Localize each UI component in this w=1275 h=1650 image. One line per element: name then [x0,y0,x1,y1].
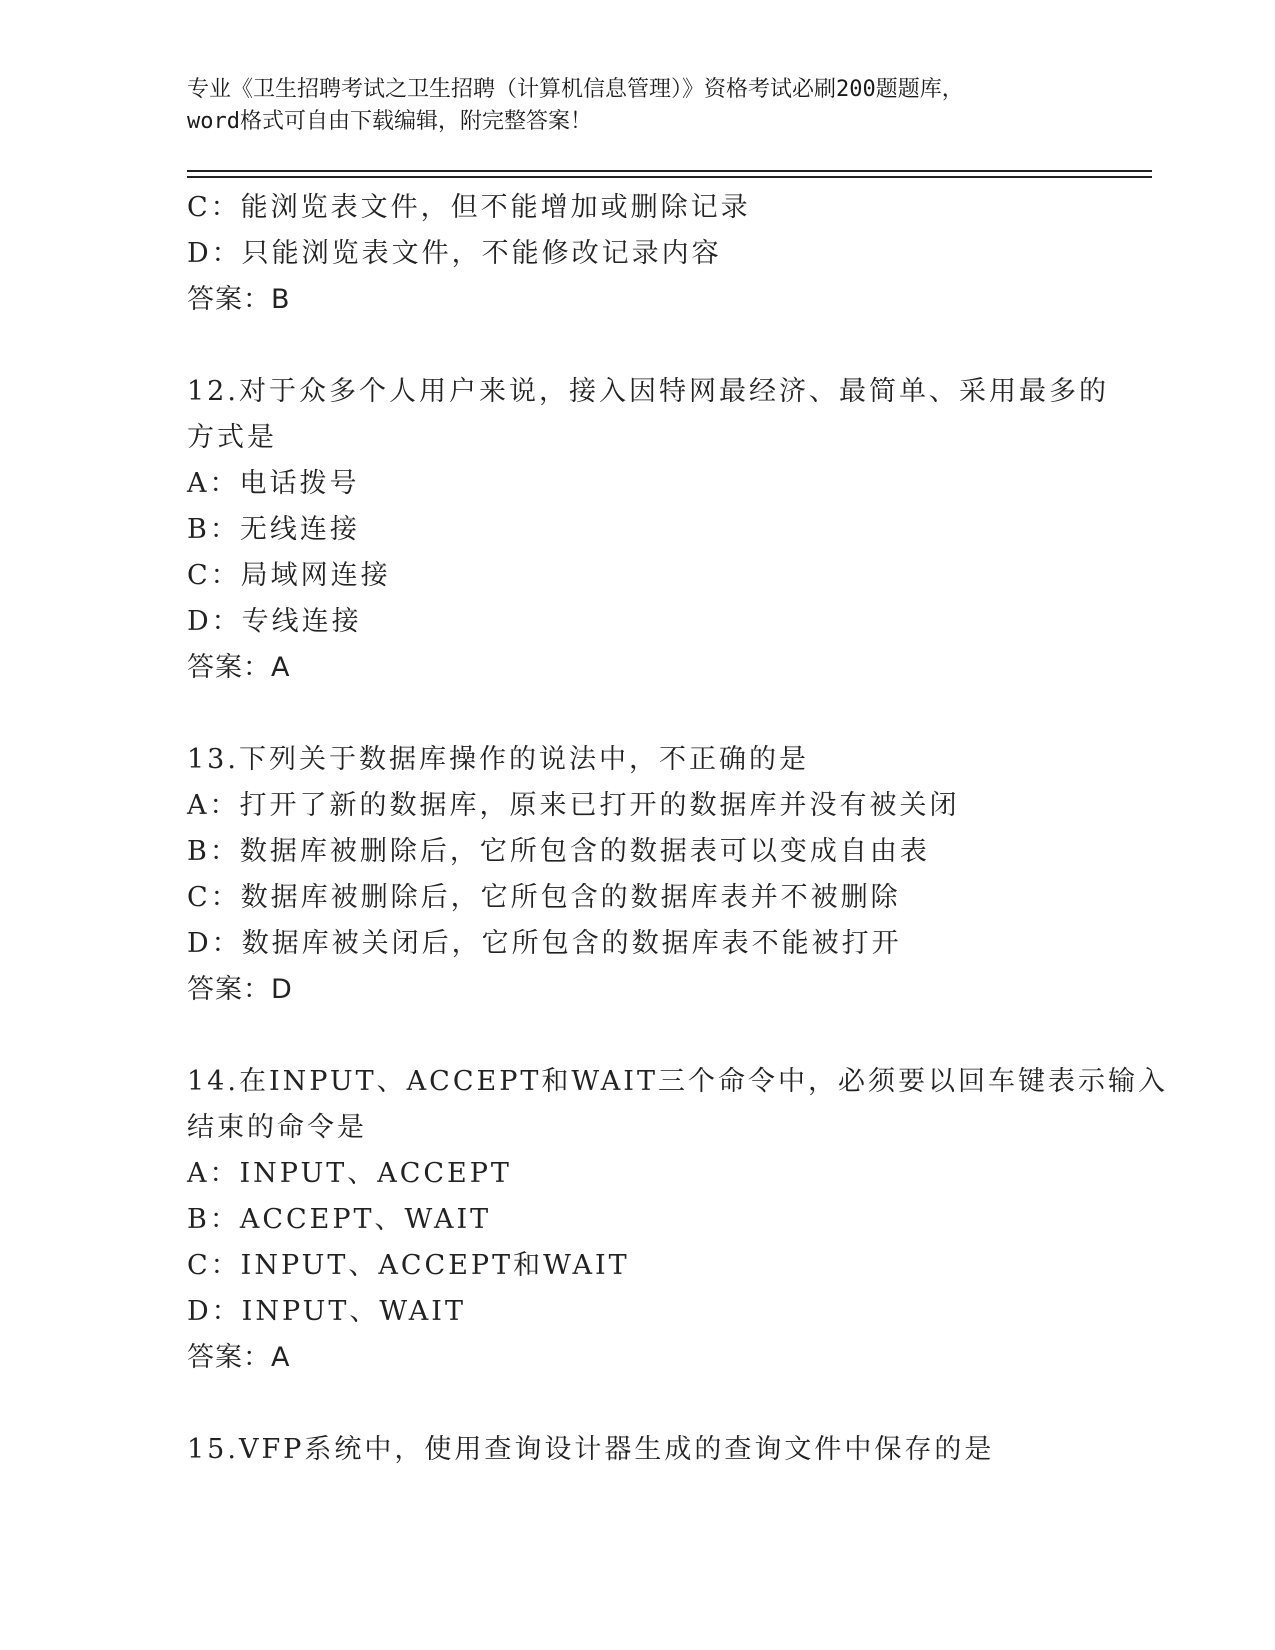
header-title-line-1: 专业《卫生招聘考试之卫生招聘（计算机信息管理）》资格考试必刷200题题库， [187,77,964,102]
option-b: B：无线连接 [187,514,360,545]
header-divider-upper [187,170,1152,172]
option-c: C：数据库被删除后，它所包含的数据库表并不被删除 [187,882,901,913]
question-12 [187,369,1147,691]
option-b: B：ACCEPT、WAIT [187,1204,492,1235]
question-14 [187,1059,1168,1381]
option-a: A：INPUT、ACCEPT [187,1158,512,1189]
answer: 答案：A [187,652,291,683]
question-list [187,185,1168,1473]
question-stem: 15.VFP系统中，使用查询设计器生成的查询文件中保存的是 [187,1434,995,1465]
option-a: A：打开了新的数据库，原来已打开的数据库并没有被关闭 [187,790,960,821]
option-d: D：数据库被关闭后，它所包含的数据库表不能被打开 [187,928,902,959]
spacer [187,1013,1147,1059]
spacer [187,691,1147,737]
answer: 答案：A [187,1342,291,1373]
question-stem: 14.在INPUT、ACCEPT和WAIT三个命令中，必须要以回车键表示输入 [187,1066,1168,1097]
option-c: C：局域网连接 [187,560,391,591]
option-c: C：INPUT、ACCEPT和WAIT [187,1250,630,1281]
answer: 答案：B [187,284,291,315]
question-stem-continued: 结束的命令是 [187,1112,367,1143]
option-b: B：数据库被删除后，它所包含的数据表可以变成自由表 [187,836,930,867]
question-15 [187,1427,1147,1473]
option-d: D：INPUT、WAIT [187,1296,466,1327]
option-d: D：专线连接 [187,606,362,637]
question-stem-continued: 方式是 [187,422,277,453]
option-c: C：能浏览表文件，但不能增加或删除记录 [187,192,751,223]
question-stem: 13.下列关于数据库操作的说法中，不正确的是 [187,744,809,775]
question-11-tail [187,185,1147,323]
question-13 [187,737,1147,1013]
option-a: A：电话拨号 [187,468,360,499]
document-header [187,74,1087,138]
answer: 答案：D [187,974,293,1005]
header-title-line-2: word格式可自由下载编辑，附完整答案！ [187,109,592,134]
spacer [187,323,1147,369]
header-divider-lower [187,176,1152,178]
option-d: D：只能浏览表文件，不能修改记录内容 [187,238,722,269]
question-stem: 12.对于众多个人用户来说，接入因特网最经济、最简单、采用最多的 [187,376,1109,407]
spacer [187,1381,1147,1427]
